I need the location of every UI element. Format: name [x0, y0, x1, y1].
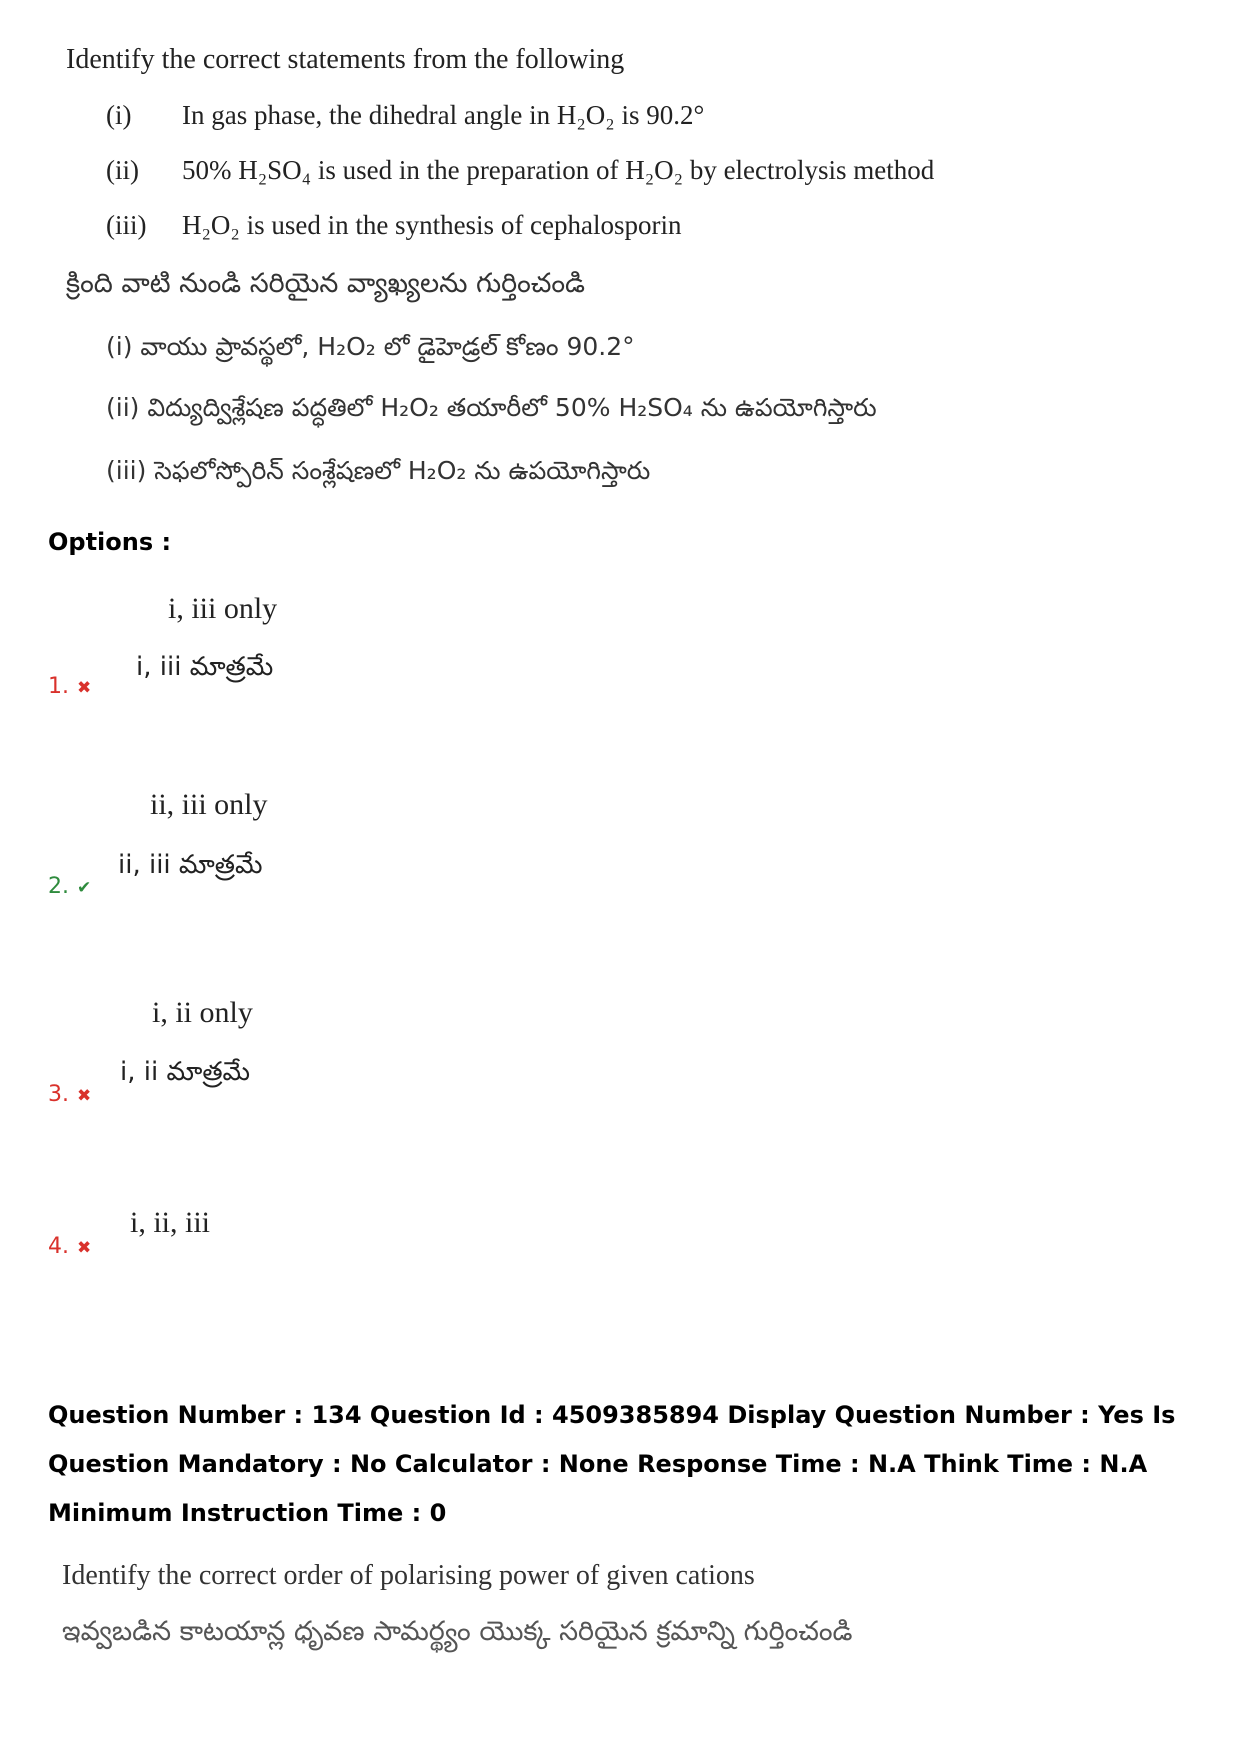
- option-number: [48, 874, 91, 899]
- question-prompt-te: క్రింది వాటి నుండి సరియైన వ్యాఖ్యలను గుర్తించండి: [66, 268, 586, 299]
- option-text-en: i, ii, iii: [130, 1206, 211, 1239]
- cross-icon: ✖: [77, 1238, 92, 1258]
- statement-te: (i) వాయు ప్రావస్థలో, H₂O₂ లో డైహెడ్రల్ కోణం 90.2°: [106, 332, 635, 361]
- statement-te: (iii) సెఫలోస్పోరిన్ సంశ్లేషణలో H₂O₂ ను ఉపయోగిస్తారు: [106, 456, 651, 485]
- next-question-prompt-te: ఇవ్వబడిన కాటయాన్ల ధృవణ సామర్థ్యం యొక్క సరియైన క్రమాన్ని గుర్తించండి: [62, 1616, 853, 1647]
- option-text-en: i, iii only: [168, 592, 278, 625]
- statement-number: (i): [106, 100, 132, 130]
- check-icon: ✔: [77, 878, 92, 898]
- cross-icon: ✖: [77, 1086, 92, 1106]
- option-number-label: 4.: [48, 1234, 69, 1259]
- option-number: [48, 1234, 91, 1259]
- option-text-te: i, iii మాత్రమే: [136, 652, 274, 682]
- option-text-te: ii, iii మాత్రమే: [118, 850, 263, 880]
- question-metadata: Question Number : 134 Question Id : 4509385894 Display Question Number : Yes Is Question Mandatory : No Calculator : None Response Time : N.A Think Time : N.A Minimum Instruction Time : 0: [48, 1401, 1176, 1527]
- statement-number: (iii): [106, 210, 147, 240]
- option-number-label: 3.: [48, 1082, 69, 1107]
- option-number: [48, 674, 91, 699]
- option-number: [48, 1082, 91, 1107]
- option-text-te: i, ii మాత్రమే: [120, 1057, 251, 1087]
- next-question-prompt-en: Identify the correct order of polarising power of given cations: [62, 1560, 755, 1591]
- statement-te: (ii) విద్యుద్విశ్లేషణ పద్ధతిలో H₂O₂ తయారీలో 50% H₂SO₄ ను ఉపయోగిస్తారు: [106, 393, 877, 422]
- question-prompt-en: Identify the correct statements from the following: [66, 44, 625, 75]
- cross-icon: ✖: [77, 678, 92, 698]
- option-number-label: 1.: [48, 674, 69, 699]
- statement-text: In gas phase, the dihedral angle in H₂O₂ is 90.2°: [182, 100, 705, 130]
- option-text-en: ii, iii only: [150, 788, 268, 821]
- option-text-en: i, ii only: [152, 996, 253, 1029]
- options-label: Options :: [48, 528, 172, 556]
- statement-number: (ii): [106, 155, 139, 185]
- statement-text: 50% H₂SO₄ is used in the preparation of H₂O₂ by electrolysis method: [182, 155, 935, 185]
- statement-text: H₂O₂ is used in the synthesis of cephalosporin: [182, 210, 682, 240]
- option-number-label: 2.: [48, 874, 69, 899]
